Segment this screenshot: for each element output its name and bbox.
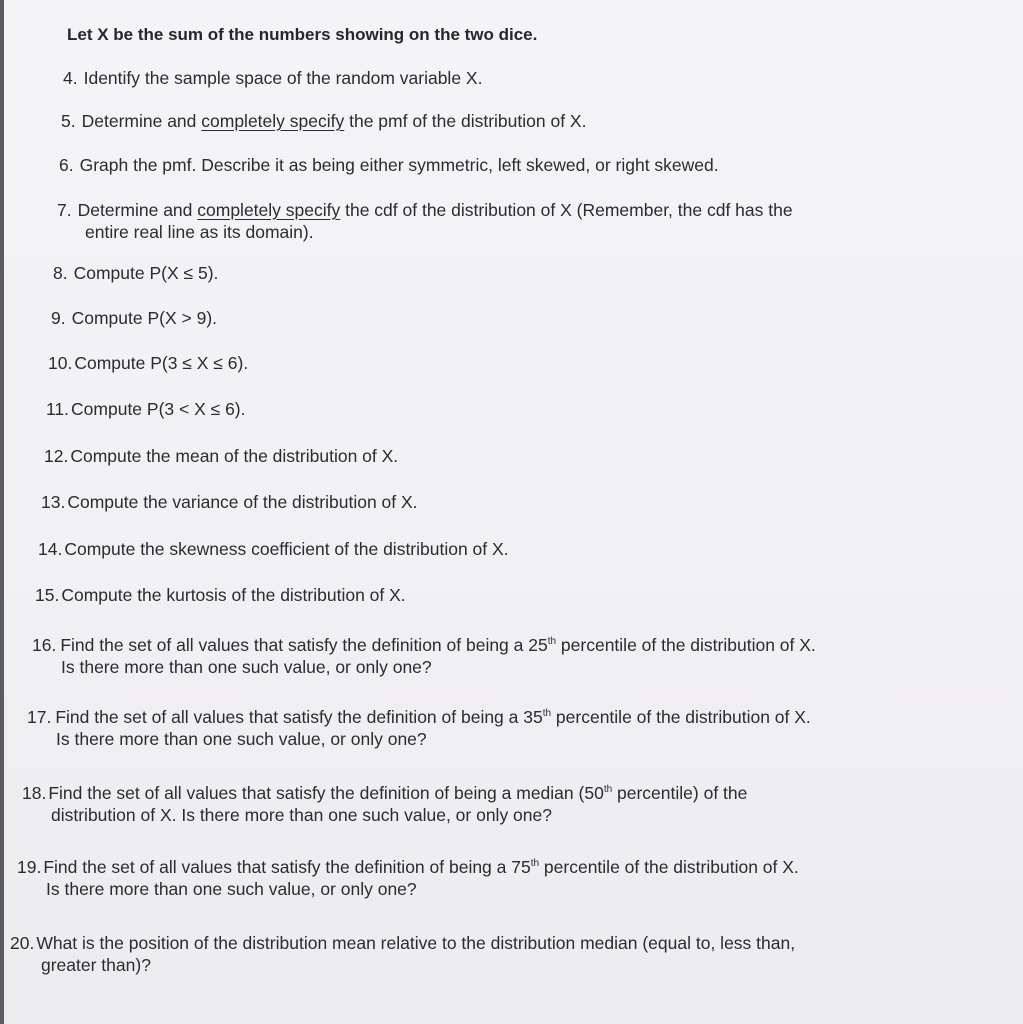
page-edge [0,0,4,1024]
question-number: 16. [32,635,57,655]
question-text: Identify the sample space of the random variable X. [83,68,483,88]
question-number: 8. [53,263,68,283]
question-text-line2: greater than)? [41,955,151,975]
question-number: 15. [35,585,60,605]
question-text: Compute P(3 < X ≤ 6). [71,399,246,419]
question-number: 9. [51,308,66,328]
question-text-pre: Determine and [81,111,202,131]
question-16 [32,634,816,678]
question-11 [46,398,246,420]
question-text-post: percentile of the distribution of X. [556,635,816,655]
question-text-pre: Find the set of all values that satisfy the definition of being a 25 [60,635,548,655]
question-12 [44,445,398,467]
question-20 [10,932,795,976]
question-7 [57,199,793,243]
question-text-line2: distribution of X. Is there more than one such value, or only one? [51,805,552,825]
question-text-post: the pmf of the distribution of X. [344,111,587,131]
question-text: Compute the skewness coefficient of the distribution of X. [64,539,509,559]
question-number: 5. [61,111,76,131]
question-4 [63,67,482,89]
question-number: 11. [46,399,70,419]
question-text-post: the cdf of the distribution of X (Remember, the cdf has the [340,200,793,220]
question-13 [41,491,418,513]
worksheet-heading: Let X be the sum of the numbers showing on the two dice. [67,25,538,44]
question-14 [38,538,509,560]
ordinal-suffix: th [603,784,613,795]
question-text-line2: Is there more than one such value, or only one? [56,729,427,749]
question-text-pre: Find the set of all values that satisfy the definition of being a median (50 [48,783,604,803]
question-19 [17,856,799,900]
question-number: 12. [44,446,69,466]
question-text: Compute the variance of the distribution of X. [67,492,418,512]
question-15 [35,584,406,606]
question-text: Compute P(3 ≤ X ≤ 6). [74,353,249,373]
question-number: 10. [48,353,73,373]
question-number: 18. [22,783,47,803]
question-number: 19. [17,857,42,877]
question-number: 20. [10,933,35,953]
question-17 [27,706,811,750]
question-9 [51,307,217,329]
question-text-line2: Is there more than one such value, or only one? [46,879,417,899]
question-number: 7. [57,200,72,220]
question-text: Compute P(X ≤ 5). [73,263,219,283]
question-text-post: percentile of the distribution of X. [539,857,799,877]
question-text-underlined: completely specify [201,111,345,131]
ordinal-suffix: th [530,858,540,869]
question-8 [53,262,218,284]
question-text-underlined: completely specify [197,200,341,220]
question-18 [22,782,747,826]
question-10 [48,352,248,374]
question-number: 4. [63,68,78,88]
question-number: 17. [27,707,52,727]
question-6 [59,154,719,176]
question-text-post: percentile of the distribution of X. [551,707,811,727]
question-text-pre: Find the set of all values that satisfy the definition of being a 75 [43,857,531,877]
question-text-line2: entire real line as its domain). [85,222,314,242]
question-number: 13. [41,492,66,512]
question-number: 14. [38,539,63,559]
question-text: Compute the kurtosis of the distribution of X. [61,585,406,605]
question-text: Graph the pmf. Describe it as being either symmetric, left skewed, or right skewed. [79,155,719,175]
question-text-pre: Find the set of all values that satisfy the definition of being a 35 [55,707,543,727]
ordinal-suffix: th [542,708,552,719]
question-text: Compute the mean of the distribution of X. [70,446,399,466]
question-text: What is the position of the distribution mean relative to the distribution median (equal to, less than, [36,933,796,953]
question-number: 6. [59,155,74,175]
ordinal-suffix: th [547,636,557,647]
question-text: Compute P(X > 9). [71,308,218,328]
question-text-pre: Determine and [77,200,198,220]
question-text-line2: Is there more than one such value, or only one? [61,657,432,677]
question-5 [61,110,586,132]
question-text-post: percentile) of the [612,783,748,803]
